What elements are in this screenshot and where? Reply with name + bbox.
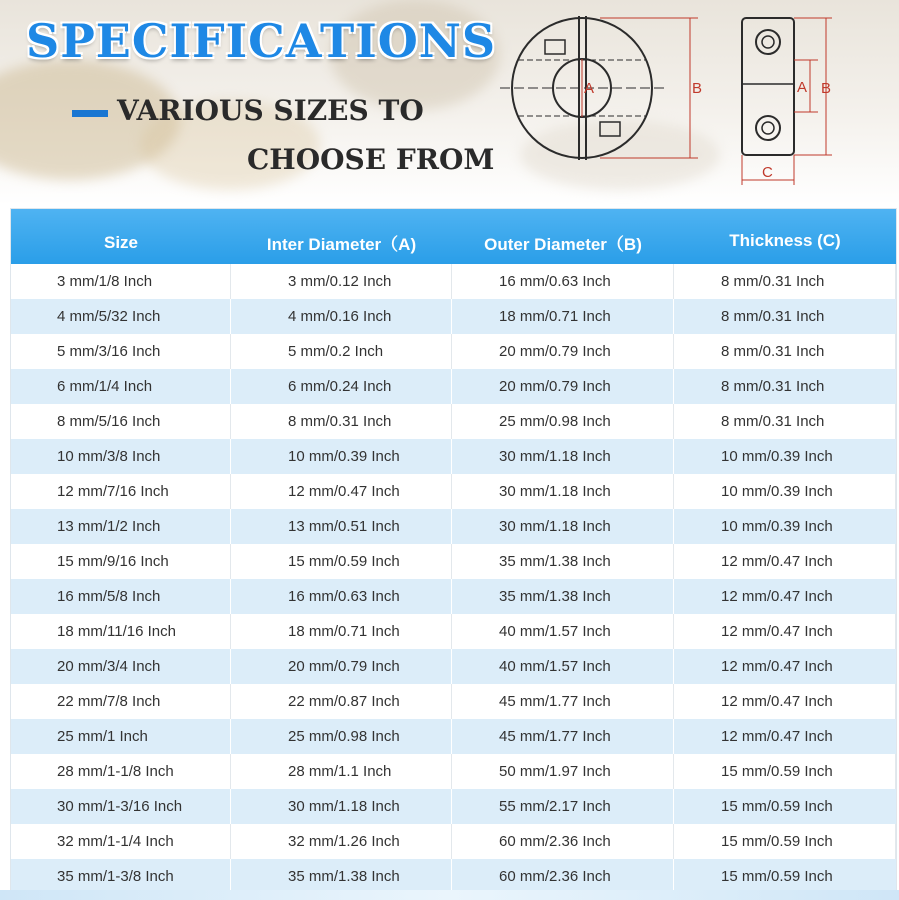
header-banner — [0, 0, 899, 205]
column-header-thickness: Thickness (C) — [729, 230, 841, 250]
cell-thickness: 8 mm/0.31 Inch — [674, 404, 896, 439]
table-row — [11, 824, 896, 859]
table-row — [11, 544, 896, 579]
cell-size: 12 mm/7/16 Inch — [11, 474, 231, 509]
bottom-band — [0, 890, 899, 900]
side-label-c: C — [762, 164, 773, 181]
table-row — [11, 439, 896, 474]
cell-thickness: 12 mm/0.47 Inch — [674, 544, 896, 579]
cell-inner-diameter: 5 mm/0.2 Inch — [231, 334, 452, 369]
cell-outer-diameter: 60 mm/2.36 Inch — [452, 859, 674, 894]
table-row — [11, 334, 896, 369]
shaft-collar-diagram — [0, 0, 899, 205]
cell-size: 16 mm/5/8 Inch — [11, 579, 231, 614]
table-row — [11, 404, 896, 439]
table-row — [11, 509, 896, 544]
cell-outer-diameter: 45 mm/1.77 Inch — [452, 684, 674, 719]
table-row — [11, 369, 896, 404]
cell-inner-diameter: 15 mm/0.59 Inch — [231, 544, 452, 579]
cell-thickness: 12 mm/0.47 Inch — [721, 728, 833, 745]
cell-outer-diameter: 35 mm/1.38 Inch — [452, 544, 674, 579]
table-row — [11, 299, 896, 334]
table-row — [11, 719, 896, 754]
cell-size: 30 mm/1-3/16 Inch — [11, 789, 231, 824]
cell-thickness: 15 mm/0.59 Inch — [674, 824, 896, 859]
table-row — [11, 754, 896, 789]
cell-outer-diameter: 20 mm/0.79 Inch — [452, 334, 674, 369]
cell-size: 25 mm/1 Inch — [11, 719, 231, 754]
cell-outer-diameter: 18 mm/0.71 Inch — [452, 299, 674, 334]
cell-thickness: 15 mm/0.59 Inch — [674, 754, 896, 789]
cell-size: 6 mm/1/4 Inch — [11, 369, 231, 404]
cell-inner-diameter: 3 mm/0.12 Inch — [231, 264, 452, 299]
table-header — [11, 209, 896, 264]
cell-outer-diameter: 20 mm/0.79 Inch — [452, 369, 674, 404]
cell-thickness: 12 mm/0.47 Inch — [674, 614, 896, 649]
table-row — [11, 684, 896, 719]
front-label-b: B — [692, 80, 703, 97]
cell-thickness: 15 mm/0.59 Inch — [721, 798, 833, 815]
cell-inner-diameter: 8 mm/0.31 Inch — [231, 404, 452, 439]
cell-size: 13 mm/1/2 Inch — [11, 509, 231, 544]
table-row — [11, 614, 896, 649]
cell-size: 18 mm/11/16 Inch — [11, 614, 231, 649]
cell-inner-diameter: 16 mm/0.63 Inch — [231, 579, 452, 614]
cell-size: 35 mm/1-3/8 Inch — [11, 859, 231, 894]
cell-thickness: 8 mm/0.31 Inch — [674, 264, 896, 299]
subtitle-line-2: CHOOSE FROM — [247, 143, 495, 176]
cell-thickness: 10 mm/0.39 Inch — [721, 448, 833, 465]
cell-outer-diameter: 50 mm/1.97 Inch — [452, 754, 674, 789]
cell-size: 4 mm/5/32 Inch — [11, 299, 231, 334]
table-row — [11, 859, 896, 894]
cell-thickness: 8 mm/0.31 Inch — [721, 308, 825, 325]
front-label-a: A — [584, 80, 595, 97]
cell-size: 28 mm/1-1/8 Inch — [11, 754, 231, 789]
cell-outer-diameter: 30 mm/1.18 Inch — [452, 509, 674, 544]
cell-inner-diameter: 6 mm/0.24 Inch — [231, 369, 452, 404]
table-row — [11, 789, 896, 824]
cell-inner-diameter: 30 mm/1.18 Inch — [231, 789, 452, 824]
side-label-a: A — [797, 79, 808, 96]
table-body — [11, 264, 896, 894]
cell-size: 8 mm/5/16 Inch — [11, 404, 231, 439]
table-row — [11, 474, 896, 509]
table-row — [11, 264, 896, 299]
cell-inner-diameter: 4 mm/0.16 Inch — [231, 299, 452, 334]
cell-inner-diameter: 28 mm/1.1 Inch — [231, 754, 452, 789]
cell-inner-diameter: 22 mm/0.87 Inch — [231, 684, 452, 719]
cell-inner-diameter: 20 mm/0.79 Inch — [231, 649, 452, 684]
cell-size: 15 mm/9/16 Inch — [11, 544, 231, 579]
cell-size: 22 mm/7/8 Inch — [11, 684, 231, 719]
side-label-b: B — [821, 80, 832, 97]
cell-size: 32 mm/1-1/4 Inch — [11, 824, 231, 859]
cell-thickness: 12 mm/0.47 Inch — [721, 588, 833, 605]
cell-outer-diameter: 30 mm/1.18 Inch — [452, 474, 674, 509]
spec-table — [10, 208, 897, 892]
cell-outer-diameter: 45 mm/1.77 Inch — [452, 719, 674, 754]
cell-thickness: 10 mm/0.39 Inch — [674, 474, 896, 509]
side-view-drawing — [742, 18, 794, 155]
cell-outer-diameter: 16 mm/0.63 Inch — [452, 264, 674, 299]
cell-thickness: 12 mm/0.47 Inch — [674, 684, 896, 719]
cell-size: 5 mm/3/16 Inch — [11, 334, 231, 369]
cell-thickness: 8 mm/0.31 Inch — [674, 334, 896, 369]
cell-thickness: 12 mm/0.47 Inch — [721, 658, 833, 675]
cell-inner-diameter: 25 mm/0.98 Inch — [231, 719, 452, 754]
cell-thickness: 15 mm/0.59 Inch — [721, 868, 833, 885]
table-row — [11, 649, 896, 684]
cell-inner-diameter: 18 mm/0.71 Inch — [231, 614, 452, 649]
cell-size: 20 mm/3/4 Inch — [11, 649, 231, 684]
cell-outer-diameter: 60 mm/2.36 Inch — [452, 824, 674, 859]
cell-inner-diameter: 32 mm/1.26 Inch — [231, 824, 452, 859]
column-header-outer-diameter: Outer Diameter（B) — [484, 235, 642, 254]
cell-inner-diameter: 35 mm/1.38 Inch — [231, 859, 452, 894]
column-header-size: Size — [103, 232, 139, 252]
subtitle-line-1: VARIOUS SIZES TO — [117, 94, 424, 127]
cell-thickness: 8 mm/0.31 Inch — [721, 378, 825, 395]
table-row — [11, 579, 896, 614]
cell-outer-diameter: 40 mm/1.57 Inch — [452, 649, 674, 684]
cell-outer-diameter: 40 mm/1.57 Inch — [452, 614, 674, 649]
cell-size: 10 mm/3/8 Inch — [11, 439, 231, 474]
cell-thickness: 10 mm/0.39 Inch — [721, 518, 833, 535]
cell-inner-diameter: 12 mm/0.47 Inch — [231, 474, 452, 509]
cell-outer-diameter: 30 mm/1.18 Inch — [452, 439, 674, 474]
cell-outer-diameter: 25 mm/0.98 Inch — [452, 404, 674, 439]
cell-outer-diameter: 35 mm/1.38 Inch — [452, 579, 674, 614]
column-header-inner-diameter: Inter Diameter（A) — [266, 235, 417, 254]
cell-outer-diameter: 55 mm/2.17 Inch — [452, 789, 674, 824]
page-title: SPECIFICATIONS — [26, 14, 497, 68]
cell-inner-diameter: 10 mm/0.39 Inch — [231, 439, 452, 474]
cell-size: 3 mm/1/8 Inch — [11, 264, 231, 299]
cell-inner-diameter: 13 mm/0.51 Inch — [231, 509, 452, 544]
